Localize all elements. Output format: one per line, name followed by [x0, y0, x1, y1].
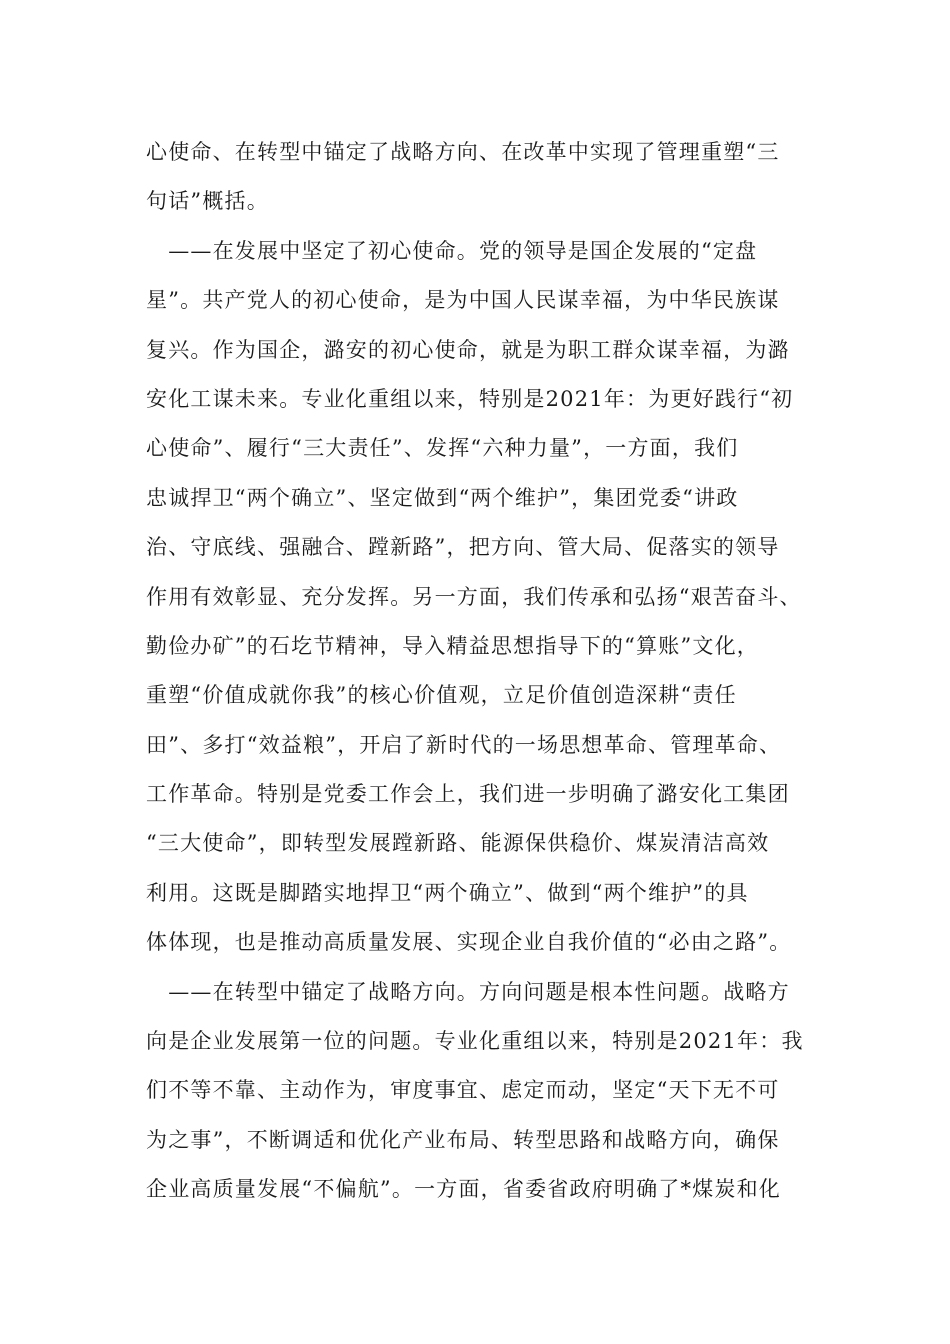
text-line: 勤俭办矿”的石圪节精神，导入精益思想指导下的“算账”文化，: [146, 633, 760, 658]
text-line: ——在发展中坚定了初心使命。党的领导是国企发展的“定盘: [146, 238, 758, 263]
text-line: 心使命”、履行“三大责任”、发挥“六种力量”，一方面，我们: [146, 436, 739, 461]
text-line: 复兴。作为国企，潞安的初心使命，就是为职工群众谋幸福，为潞: [146, 337, 790, 362]
text-line: 工作革命。特别是党委工作会上，我们进一步明确了潞安化工集团: [146, 782, 790, 807]
body-text: [146, 128, 836, 1215]
text-line: 作用有效彰显、充分发挥。另一方面，我们传承和弘扬“艰苦奋斗、: [146, 584, 802, 609]
text-line: 田”、多打“效益粮”，开启了新时代的一场思想革命、管理革命、: [146, 732, 782, 757]
text-line: 们不等不靠、主动作为，审度事宜、虑定而动，坚定“天下无不可: [146, 1078, 780, 1103]
text-line: 句话”概括。: [146, 189, 269, 214]
text-line: 向是企业发展第一位的问题。专业化重组以来，特别是2021年：我: [146, 1029, 804, 1054]
text-line: 安化工谋未来。专业化重组以来，特别是2021年：为更好践行“初: [146, 386, 794, 411]
text-line: 重塑“价值成就你我”的核心价值观，立足价值创造深耕“责任: [146, 683, 737, 708]
text-line: 为之事”，不断调适和优化产业布局、转型思路和战略方向，确保: [146, 1127, 780, 1152]
text-line: 忠诚捍卫“两个确立”、坚定做到“两个维护”，集团党委“讲政: [146, 485, 739, 510]
text-line: ——在转型中锚定了战略方向。方向问题是根本性问题。战略方: [146, 979, 790, 1004]
text-line: 体体现，也是推动高质量发展、实现企业自我价值的“必由之路”。: [146, 930, 792, 955]
text-line: 企业高质量发展“不偏航”。一方面，省委省政府明确了*煤炭和化: [146, 1177, 781, 1202]
text-line: “三大使命”，即转型发展蹚新路、能源保供稳价、煤炭清洁高效: [146, 831, 770, 856]
text-line: 心使命、在转型中锚定了战略方向、在改革中实现了管理重塑“三: [146, 140, 780, 164]
text-line: 治、守底线、强融合、蹚新路”，把方向、管大局、促落实的领导: [146, 535, 780, 560]
text-line: 星”。共产党人的初心使命，是为中国人民谋幸福，为中华民族谋: [146, 288, 780, 313]
text-line: 利用。这既是脚踏实地捍卫“两个确立”、做到“两个维护”的具: [146, 880, 749, 905]
